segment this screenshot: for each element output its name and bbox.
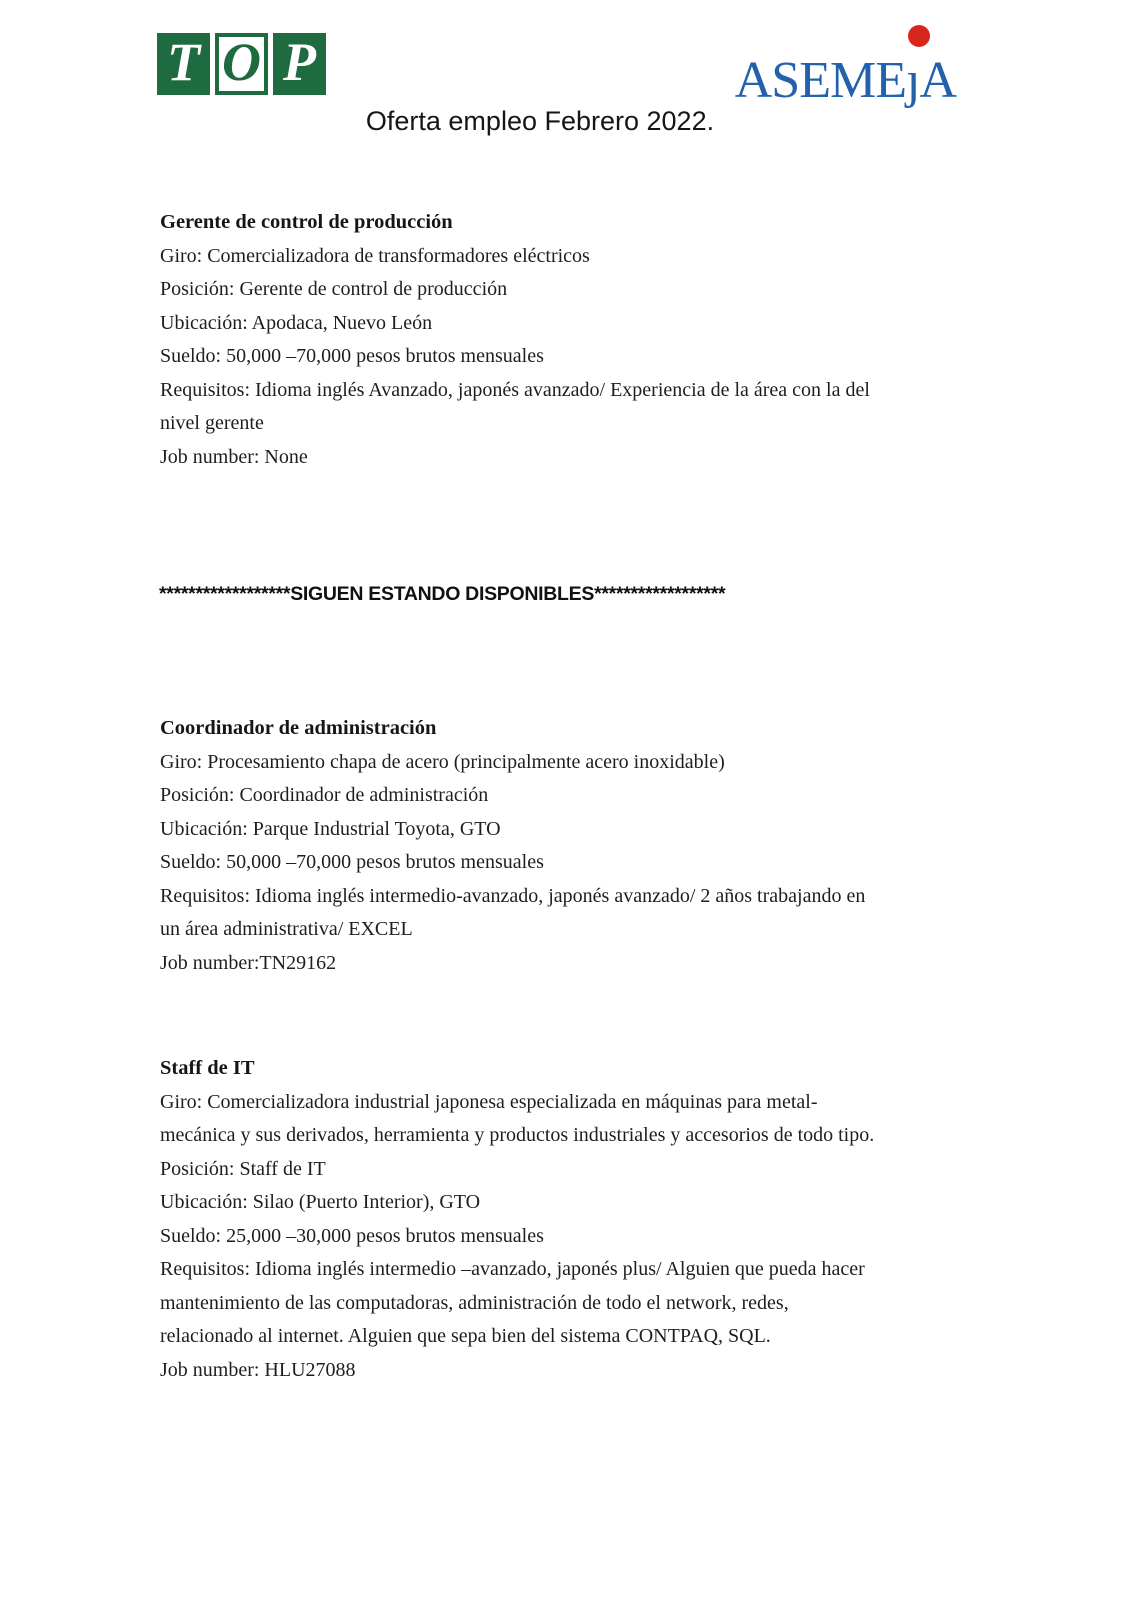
asemeja-letter-j — [905, 52, 920, 109]
job-detail-line: Ubicación: Parque Industrial Toyota, GTO — [160, 817, 501, 840]
job-detail-line: Job number:TN29162 — [160, 951, 337, 974]
top-logo — [157, 33, 326, 95]
availability-separator: ******************SIGUEN ESTANDO DISPONIBLES****************** — [159, 583, 726, 605]
job-detail-line: Job number: HLU27088 — [160, 1358, 356, 1381]
top-logo-square-o — [215, 33, 268, 95]
job-detail-line: Sueldo: 50,000 –70,000 pesos brutos mensuales — [160, 345, 544, 367]
header — [157, 33, 956, 107]
job-detail-line: Giro: Comercializadora industrial japonesa especializada en máquinas para metal- — [160, 1090, 818, 1113]
top-logo-square-t — [157, 33, 210, 95]
top-logo-letter-p: P — [283, 32, 316, 92]
job-title: Gerente de control de producción — [160, 211, 453, 233]
job-section-gerente-control-produccion — [160, 206, 970, 474]
job-detail-line: Ubicación: Silao (Puerto Interior), GTO — [160, 1191, 481, 1213]
job-detail-line: Requisitos: Idioma inglés Avanzado, japonés avanzado/ Experiencia de la área con la del — [160, 378, 870, 401]
top-logo-letter-t: T — [167, 32, 200, 92]
job-detail-line: Posición: Gerente de control de producción — [160, 278, 508, 300]
job-detail-line: Requisitos: Idioma inglés intermedio –avanzado, japonés plus/ Alguien que pueda hacer — [160, 1258, 865, 1280]
asemeja-red-dot-icon — [908, 25, 930, 47]
top-logo-letter-o: O — [222, 32, 261, 92]
asemeja-text-before-j: ASEME — [734, 52, 906, 109]
asemeja-text-after-j: A — [919, 52, 956, 109]
page-title: Oferta empleo Febrero 2022. — [365, 106, 715, 136]
top-logo-square-p — [273, 33, 326, 95]
job-detail-line: Ubicación: Apodaca, Nuevo León — [160, 311, 433, 334]
job-detail-line: mantenimiento de las computadoras, administración de todo el network, redes, — [160, 1291, 789, 1314]
job-title: Coordinador de administración — [160, 717, 437, 739]
job-detail-line: nivel gerente — [160, 412, 264, 434]
job-section-coordinador-administracion — [160, 712, 970, 980]
job-detail-line: Giro: Procesamiento chapa de acero (principalmente acero inoxidable) — [160, 750, 725, 773]
asemeja-j-glyph: ȷ — [905, 52, 920, 109]
job-detail-line: Job number: None — [160, 445, 308, 468]
job-title: Staff de IT — [160, 1057, 255, 1079]
job-section-staff-it — [160, 1052, 970, 1387]
job-detail-line: Requisitos: Idioma inglés intermedio-avanzado, japonés avanzado/ 2 años trabajando en — [160, 884, 866, 907]
job-detail-line: relacionado al internet. Alguien que sepa bien del sistema CONTPAQ, SQL. — [160, 1325, 771, 1347]
job-detail-line: Sueldo: 50,000 –70,000 pesos brutos mensuales — [160, 851, 544, 873]
job-detail-line: Posición: Coordinador de administración — [160, 784, 489, 806]
asemeja-logo — [734, 52, 956, 109]
job-detail-line: Posición: Staff de IT — [160, 1157, 326, 1180]
job-detail-line: mecánica y sus derivados, herramienta y productos industriales y accesorios de todo tipo. — [160, 1124, 875, 1146]
job-detail-line: un área administrativa/ EXCEL — [160, 918, 413, 940]
job-detail-line: Giro: Comercializadora de transformadores eléctricos — [160, 244, 590, 267]
job-detail-line: Sueldo: 25,000 –30,000 pesos brutos mensuales — [160, 1224, 544, 1247]
